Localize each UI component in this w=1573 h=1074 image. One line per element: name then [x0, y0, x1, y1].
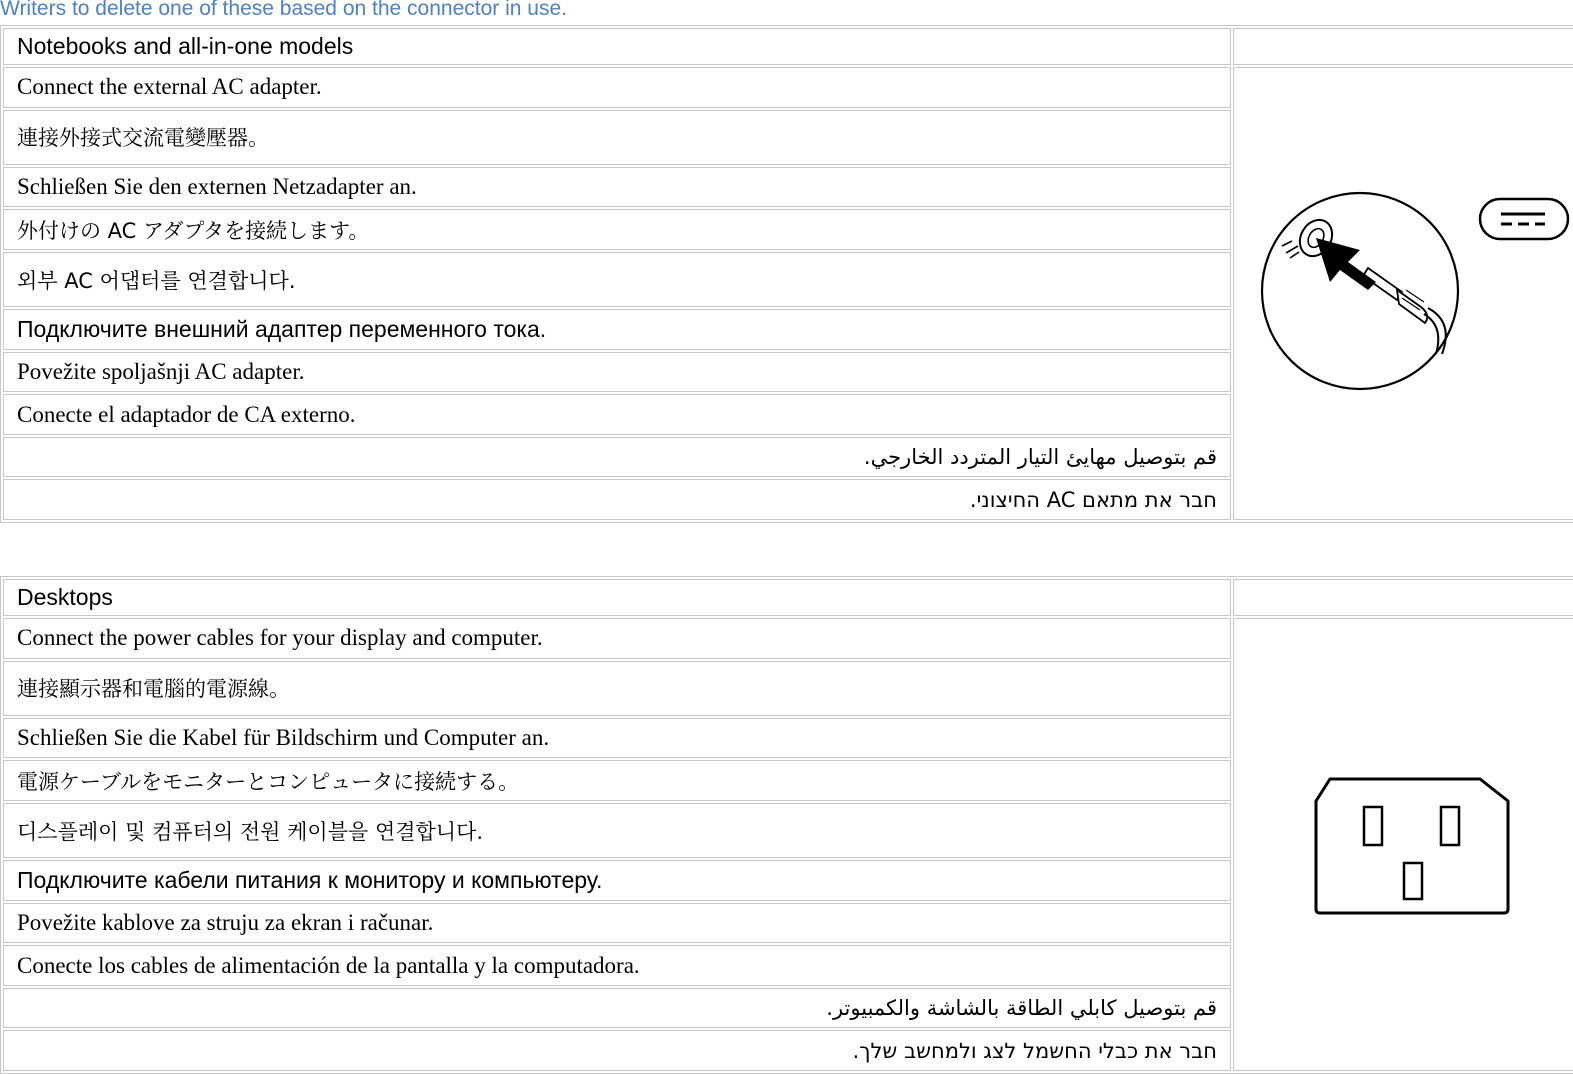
dc-power-symbol-icon [1480, 199, 1568, 239]
desktops-row-ja: 電源ケーブルをモニターとコンピュータに接続する。 [3, 760, 1231, 801]
desktops-heading: Desktops [3, 579, 1231, 616]
desktops-row-zh: 連接顯示器和電腦的電源線。 [3, 661, 1231, 716]
desktops-row-es: Conecte los cables de alimentación de la pantalla y la computadora. [3, 945, 1231, 986]
notebooks-row-sr: Povežite spoljašnji AC adapter. [3, 352, 1231, 393]
notebooks-row-en: Connect the external AC adapter. [3, 67, 1231, 108]
desktops-row-en: Connect the power cables for your display and computer. [3, 618, 1231, 659]
desktops-row-ru: Подключите кабели питания к монитору и компьютеру. [3, 860, 1231, 901]
notebooks-table [0, 25, 1573, 523]
ac-adapter-illustration [1234, 68, 1573, 514]
power-outlet-icon [1316, 779, 1508, 913]
desktops-illustration-cell [1233, 618, 1573, 1071]
power-outlet-illustration [1234, 619, 1573, 1065]
notebooks-row-zh: 連接外接式交流電變壓器。 [3, 110, 1231, 165]
notebooks-illustration-cell [1233, 67, 1573, 520]
notebooks-row-de: Schließen Sie den externen Netzadapter an. [3, 167, 1231, 208]
desktops-table [0, 576, 1573, 1074]
notebooks-heading-empty-cell [1233, 28, 1573, 65]
desktops-row-ar: قم بتوصيل كابلي الطاقة بالشاشة والكمبيوتر. [3, 988, 1231, 1029]
notebooks-row-es: Conecte el adaptador de CA externo. [3, 394, 1231, 435]
writer-note: Writers to delete one of these based on the connector in use. [0, 0, 567, 20]
desktops-row-sr: Povežite kablove za struju za ekran i računar. [3, 903, 1231, 944]
notebooks-row-ja: 外付けの AC アダプタを接続します。 [3, 209, 1231, 250]
notebooks-heading: Notebooks and all-in-one models [3, 28, 1231, 65]
notebooks-row-he: חבר את מתאם AC החיצוני. [3, 479, 1231, 520]
desktops-row-he: חבר את כבלי החשמל לצג ולמחשב שלך. [3, 1030, 1231, 1071]
desktops-row-ko: 디스플레이 및 컴퓨터의 전원 케이블을 연결합니다. [3, 803, 1231, 858]
notebooks-row-ar: قم بتوصيل مهايئ التيار المتردد الخارجي. [3, 437, 1231, 478]
notebooks-row-ko: 외부 AC 어댑터를 연결합니다. [3, 252, 1231, 307]
desktops-heading-empty-cell [1233, 579, 1573, 616]
notebooks-row-ru: Подключите внешний адаптер переменного тока. [3, 309, 1231, 350]
adapter-plug-icon [1262, 193, 1458, 389]
desktops-row-de: Schließen Sie die Kabel für Bildschirm und Computer an. [3, 718, 1231, 759]
